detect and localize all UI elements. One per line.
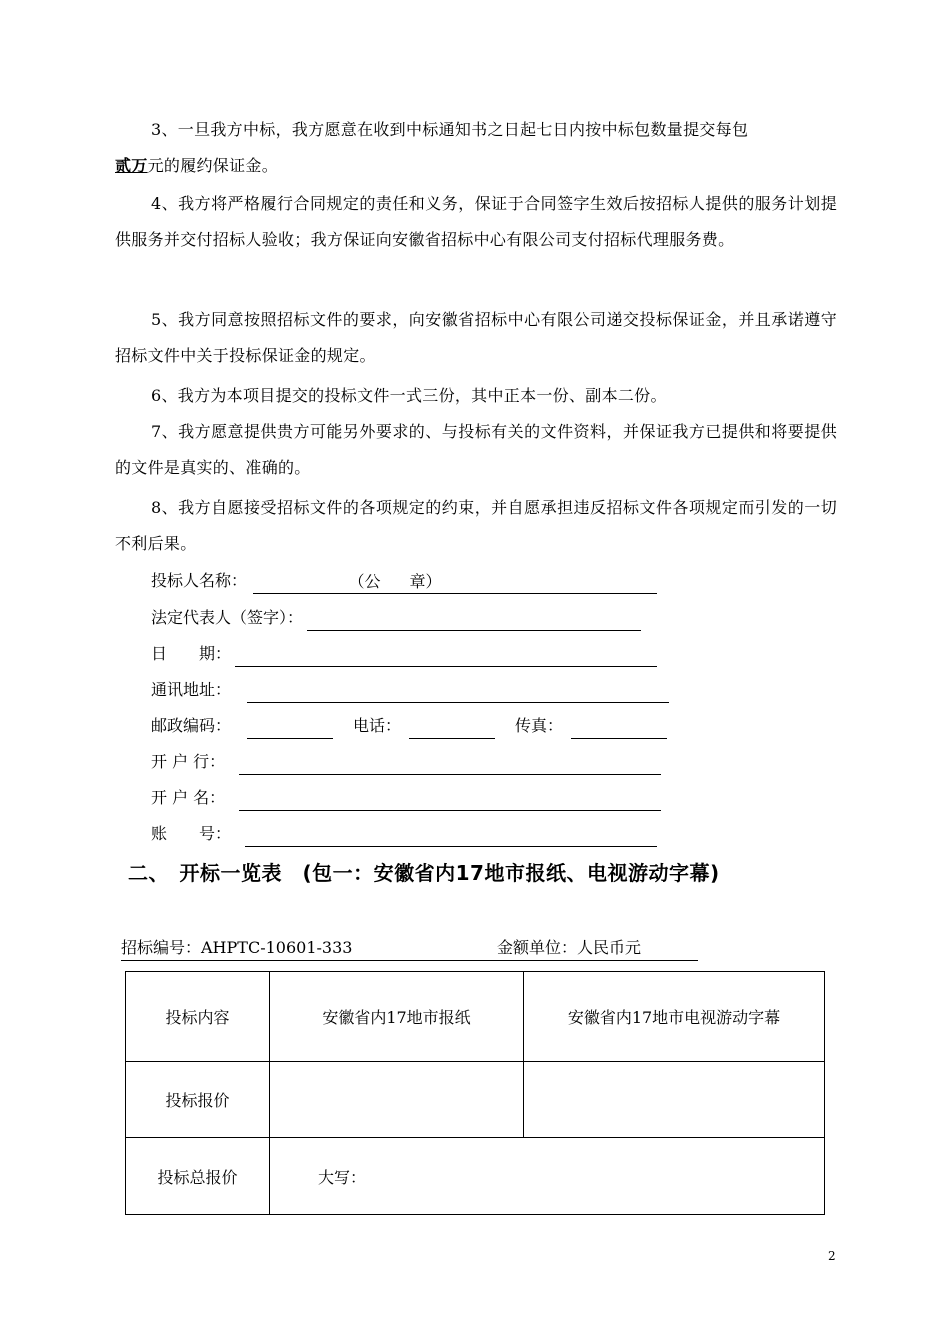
clause-5 [115,302,837,374]
phone-line[interactable] [409,716,495,739]
bidder-name-label: 投标人名称： [151,571,248,590]
clause-7-text: 7、我方愿意提供贵方可能另外要求的、与投标有关的文件资料，并保证我方已提供和将要提供的文件是真实的、准确的。 [115,422,837,477]
phone-label: 电话： [353,716,402,735]
address-label: 通讯地址： [151,680,232,699]
page-number: 2 [828,1249,836,1263]
header-content-cell: 投标内容 [126,972,270,1062]
clause-6-text: 6、我方为本项目提交的投标文件一式三份，其中正本一份、副本二份。 [151,386,667,405]
bidder-name-line[interactable] [253,571,657,594]
address-line[interactable] [247,680,669,703]
quote-label-cell: 投标报价 [126,1062,270,1138]
table-row [126,1138,825,1215]
fax-line[interactable] [571,716,667,739]
clause-3-text: 3、一旦我方中标，我方愿意在收到中标通知书之日起七日内按中标包数量提交每包 [151,120,749,139]
legal-rep-line[interactable] [307,608,641,631]
clause-8 [115,490,837,562]
legal-rep-label: 法定代表人（签字）： [151,608,304,627]
bank-label: 开 户 行： [151,752,226,771]
quote-newspaper-cell[interactable] [270,1062,524,1138]
account-name-label: 开 户 名： [151,788,226,807]
total-capital-label: 大写： [318,1167,367,1187]
table-row [126,972,825,1062]
total-label-cell: 投标总报价 [126,1138,270,1215]
clause-3-tail: 元的履约保证金。 [147,156,279,175]
date-field [151,641,657,667]
account-name-line[interactable] [239,788,661,811]
bank-line[interactable] [239,752,661,775]
quote-tv-cell[interactable] [524,1062,825,1138]
account-no-field [151,821,657,847]
postcode-line[interactable] [247,716,333,739]
clause-8-text: 8、我方自愿接受招标文件的各项规定的约束，并自愿承担违反招标文件各项规定而引发的一切不利后果。 [115,498,837,553]
bid-meta [121,936,698,961]
clause-3 [115,112,837,184]
date-line[interactable] [235,644,657,667]
account-name-field [151,785,661,811]
header-newspaper-cell: 安徽省内17地市报纸 [270,972,524,1062]
table-row [126,1062,825,1138]
account-no-label: 账 号： [151,824,232,843]
currency-unit: 金额单位：人民币元 [497,938,642,957]
bidder-name-field [151,568,657,594]
bidder-seal: （公 章） [348,572,442,591]
bank-field [151,749,661,775]
clause-4-text: 4、我方将严格履行合同规定的责任和义务，保证于合同签字生效后按招标人提供的服务计划提供服务并交付招标人验收；我方保证向安徽省招标中心有限公司支付招标代理服务费。 [115,194,837,249]
account-no-line[interactable] [245,824,657,847]
address-field [151,677,669,703]
header-tv-cell: 安徽省内17地市电视游动字幕 [524,972,825,1062]
date-label: 日 期： [151,644,232,663]
clause-5-text: 5、我方同意按照招标文件的要求，向安徽省招标中心有限公司递交投标保证金，并且承诺遵守招标文件中关于投标保证金的规定。 [115,310,837,365]
legal-rep-field [151,605,641,631]
bid-number: 招标编号：AHPTC-10601-333 [121,938,353,957]
contact-field [151,713,667,739]
bond-amount: 贰万 [115,156,148,175]
postcode-label: 邮政编码： [151,716,232,735]
section-title: 二、 开标一览表 (包一：安徽省内17地市报纸、电视游动字幕) [128,861,720,885]
clause-7 [115,414,837,486]
total-value-cell[interactable] [270,1138,825,1215]
clause-6 [115,378,837,414]
bid-summary-table [125,971,825,1215]
clause-4 [115,186,837,258]
fax-label: 传真： [515,716,564,735]
